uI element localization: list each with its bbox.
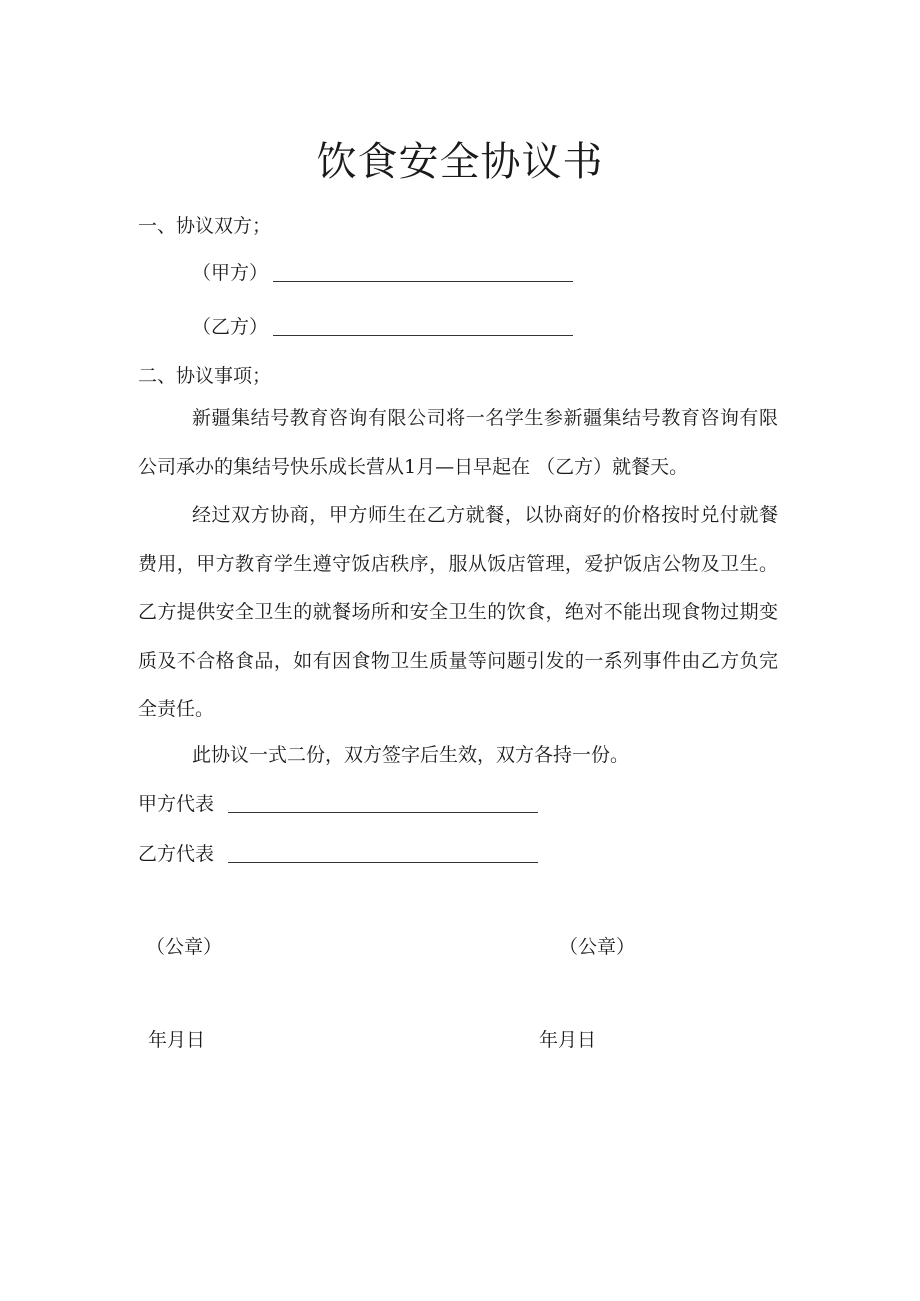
party-a-fill-line[interactable] bbox=[273, 281, 573, 282]
party-a-label: （甲方） bbox=[192, 262, 269, 284]
party-b-label: （乙方） bbox=[192, 316, 269, 338]
date-left: 年月日 bbox=[148, 1029, 206, 1051]
seal-left: （公章） bbox=[146, 936, 223, 958]
paragraph-copies: 此协议一式二份，双方签字后生效，双方各持一份。 bbox=[192, 744, 630, 766]
party-b-representative-label: 乙方代表 bbox=[138, 843, 215, 865]
seal-right: （公章） bbox=[559, 936, 636, 958]
document-title: 饮食安全协议书 bbox=[316, 139, 604, 185]
party-a-representative-label: 甲方代表 bbox=[138, 793, 215, 815]
section2-heading: 二、协议事项； bbox=[138, 365, 272, 387]
paragraph-agreement-parties: 新疆集结号教育咨询有限公司将一名学生参新疆集结号教育咨询有限公司承办的集结号快乐成长营从1月—日早起在 （乙方）就餐天。 bbox=[138, 407, 778, 478]
party-b-representative-line[interactable] bbox=[228, 862, 538, 863]
party-a-representative-line[interactable] bbox=[228, 812, 538, 813]
section1-heading: 一、协议双方； bbox=[138, 215, 272, 237]
party-b-fill-line[interactable] bbox=[273, 335, 573, 336]
date-right: 年月日 bbox=[539, 1029, 597, 1051]
paragraph-agreement-terms: 经过双方协商，甲方师生在乙方就餐，以协商好的价格按时兑付就餐费用，甲方教育学生遵守饭店秩序，服从饭店管理，爱护饭店公物及卫生。乙方提供安全卫生的就餐场所和安全卫生的饮食，绝对不能出现食物过期变质及不合格食品，如有因食物卫生质量等问题引发的一系列事件由乙方负完全责任。 bbox=[138, 504, 778, 720]
